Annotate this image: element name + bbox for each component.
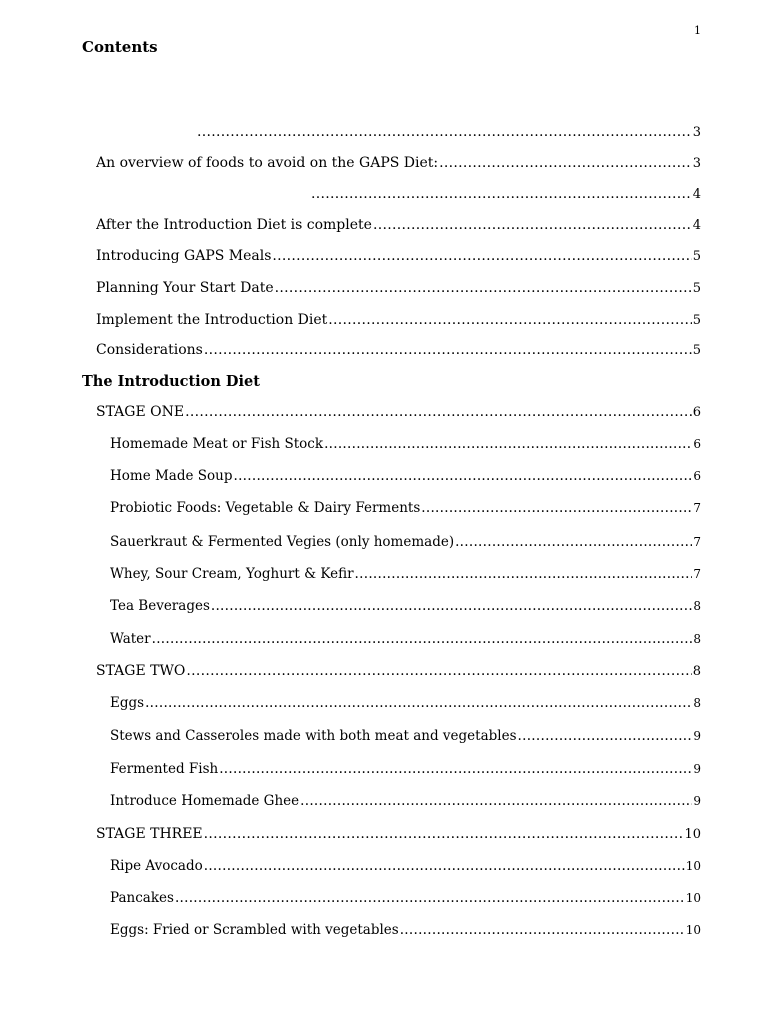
toc-subentry[interactable] (110, 761, 701, 777)
toc-entry[interactable] (96, 155, 701, 171)
dot-leader (204, 858, 685, 874)
toc-entry-page: 8 (692, 664, 701, 679)
dot-leader (272, 248, 691, 264)
toc-entry[interactable] (96, 217, 701, 233)
dot-leader (421, 500, 692, 516)
dot-leader (311, 186, 692, 202)
dot-leader (400, 922, 685, 938)
toc-entry-page: 3 (692, 156, 701, 171)
toc-entry-title: Implement the Introduction Diet (96, 312, 328, 328)
toc-entry[interactable] (96, 312, 701, 328)
toc-entry-page: 5 (692, 249, 701, 264)
dot-leader (439, 155, 692, 171)
dot-leader (373, 217, 692, 233)
toc-subentry[interactable] (110, 500, 701, 516)
dot-leader (152, 631, 693, 647)
toc-entry-page: 10 (685, 923, 701, 937)
toc-entry[interactable] (96, 663, 701, 679)
page-number: 1 (694, 24, 701, 37)
dot-leader (518, 728, 693, 744)
toc-subentry[interactable] (110, 534, 701, 550)
toc-entry-title: Pancakes (110, 890, 174, 906)
toc-entry-page: 10 (685, 859, 701, 873)
toc-entry-title: Ripe Avocado (110, 858, 203, 874)
toc-subentry[interactable] (110, 858, 701, 874)
toc-entry-page: 8 (693, 599, 701, 613)
toc-subentry[interactable] (110, 922, 701, 938)
toc-entry-title: After the Introduction Diet is complete (96, 217, 372, 233)
dot-leader (211, 598, 692, 614)
dot-leader (197, 124, 692, 140)
toc-entry-page: 5 (692, 313, 701, 328)
dot-leader (219, 761, 692, 777)
intro-diet-heading: The Introduction Diet (82, 373, 260, 390)
dot-leader (204, 826, 684, 842)
toc-entry-page: 10 (684, 827, 701, 842)
toc-entry-page: 6 (693, 469, 701, 483)
toc-entry-title: Considerations (96, 342, 203, 358)
toc-entry-title: An overview of foods to avoid on the GAPS Diet: (96, 155, 439, 171)
toc-subentry[interactable] (110, 436, 701, 452)
toc-subentry[interactable] (110, 598, 701, 614)
dot-leader (328, 312, 691, 328)
toc-entry-title: Eggs (110, 695, 145, 711)
toc-entry[interactable] (96, 280, 701, 296)
toc-entry-page: 9 (693, 729, 701, 743)
toc-entry-title: Stews and Casseroles made with both meat and vegetables (110, 728, 517, 744)
contents-heading: Contents (82, 38, 158, 56)
toc-subentry[interactable] (110, 728, 701, 744)
dot-leader (204, 342, 692, 358)
toc-entry-title: Eggs: Fried or Scrambled with vegetables (110, 922, 399, 938)
toc-entry[interactable] (96, 248, 701, 264)
toc-entry-title: STAGE ONE (96, 404, 185, 420)
toc-entry-page: 9 (693, 794, 701, 808)
toc-entry-page: 7 (693, 501, 701, 515)
toc-entry-page: 7 (693, 535, 701, 549)
dot-leader (234, 468, 693, 484)
dot-leader (455, 534, 692, 550)
toc-entry[interactable] (310, 186, 701, 202)
toc-entry-title: STAGE THREE (96, 826, 203, 842)
dot-leader (355, 566, 693, 582)
toc-subentry[interactable] (110, 468, 701, 484)
toc-entry-page: 8 (693, 632, 701, 646)
dot-leader (324, 436, 692, 452)
toc-entry-title: Probiotic Foods: Vegetable & Dairy Ferments (110, 500, 421, 516)
toc-entry-page: 10 (685, 891, 701, 905)
toc-entry-title: Tea Beverages (110, 598, 210, 614)
toc-subentry[interactable] (110, 890, 701, 906)
toc-subentry[interactable] (110, 631, 701, 647)
toc-entry-page: 6 (693, 437, 701, 451)
toc-entry-title: Planning Your Start Date (96, 280, 274, 296)
toc-entry-title: Home Made Soup (110, 468, 233, 484)
toc-entry-page: 7 (693, 567, 701, 581)
toc-entry-page: 8 (693, 696, 701, 710)
toc-entry-page: 5 (692, 281, 701, 296)
toc-entry-title: Introduce Homemade Ghee (110, 793, 300, 809)
toc-entry-page: 5 (692, 343, 701, 358)
toc-subentry[interactable] (110, 566, 701, 582)
toc-entry-page: 9 (693, 762, 701, 776)
toc-entry-title: STAGE TWO (96, 663, 186, 679)
toc-entry-title: Introducing GAPS Meals (96, 248, 272, 264)
toc-subentry[interactable] (110, 793, 701, 809)
toc-entry-title: Fermented Fish (110, 761, 219, 777)
toc-entry[interactable] (196, 124, 701, 140)
toc-entry[interactable] (96, 404, 701, 420)
dot-leader (275, 280, 692, 296)
dot-leader (175, 890, 685, 906)
dot-leader (145, 695, 692, 711)
toc-subentry[interactable] (110, 695, 701, 711)
toc-entry-title: Homemade Meat or Fish Stock (110, 436, 324, 452)
toc-entry-title: Sauerkraut & Fermented Vegies (only homemade) (110, 534, 455, 550)
toc-entry-page: 6 (692, 405, 701, 420)
toc-entry-title: Whey, Sour Cream, Yoghurt & Kefir (110, 566, 354, 582)
toc-entry-title: Water (110, 631, 151, 647)
toc-entry[interactable] (96, 826, 701, 842)
toc-entry-page: 3 (692, 125, 701, 140)
dot-leader (186, 663, 691, 679)
toc-entry-page: 4 (692, 187, 701, 202)
dot-leader (185, 404, 692, 420)
dot-leader (300, 793, 692, 809)
toc-entry[interactable] (96, 342, 701, 358)
toc-entry-page: 4 (692, 218, 701, 233)
